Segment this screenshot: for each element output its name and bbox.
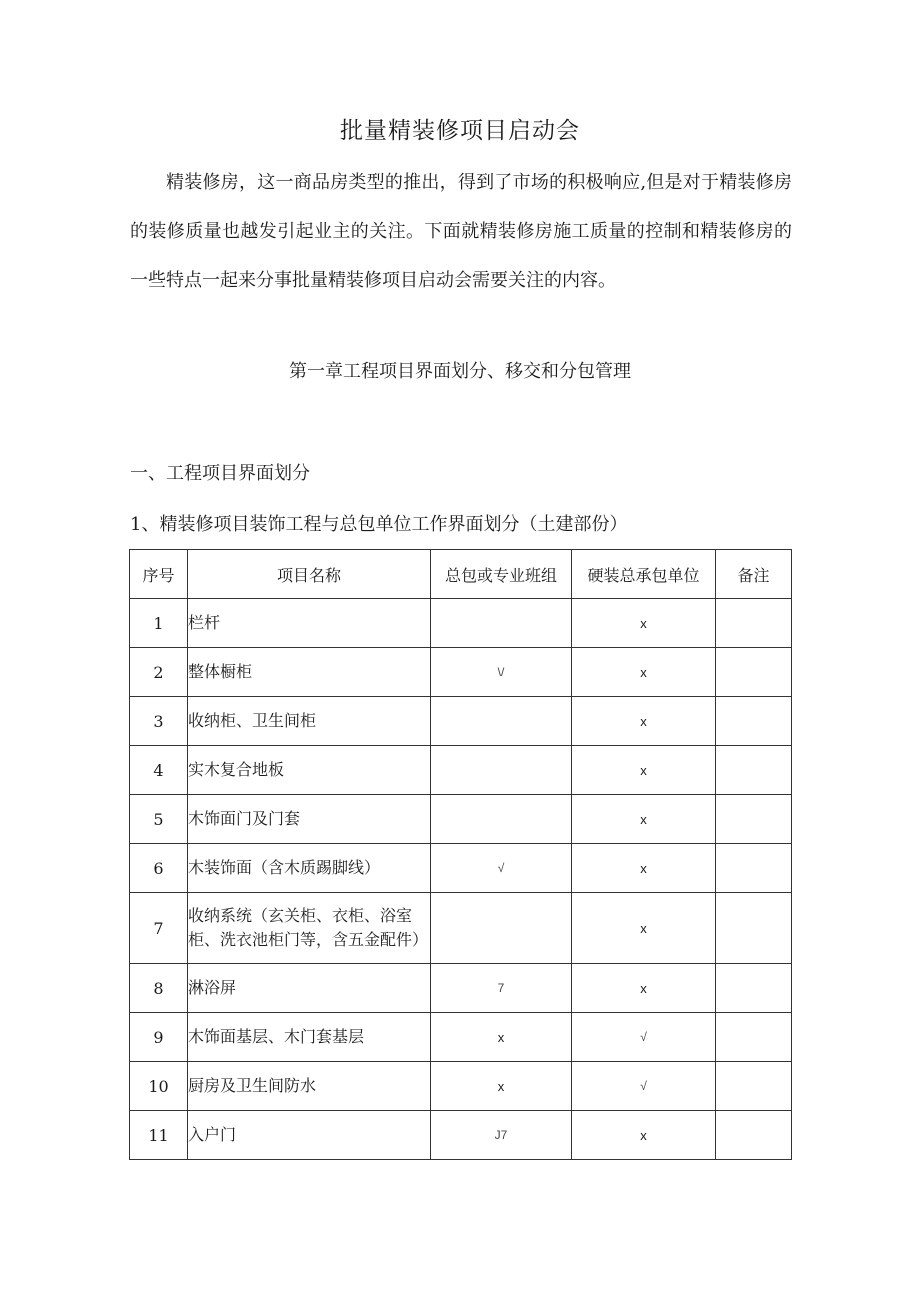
row-item-name: 淋浴屏 bbox=[188, 964, 431, 1013]
row-item-name: 收纳柜、卫生间柜 bbox=[188, 697, 431, 746]
intro-paragraph: 精装修房，这一商品房类型的推出，得到了市场的积极响应,但是对于精装修房的装修质量也越发引起业主的关注。下面就精装修房施工质量的控制和精装修房的一些特点一起来分事批量精装修项目启动会需要关注的内容。 bbox=[130, 172, 792, 291]
table-row bbox=[130, 1062, 792, 1111]
row-number: 4 bbox=[130, 746, 188, 795]
row-note bbox=[716, 599, 792, 648]
row-number: 1 bbox=[130, 599, 188, 648]
section-heading: 一、工程项目界面划分 bbox=[130, 463, 310, 484]
row-number: 5 bbox=[130, 795, 188, 844]
row-item-name: 收纳系统（玄关柜、衣柜、浴室柜、洗衣池柜门等，含五金配件） bbox=[188, 893, 431, 964]
table-row bbox=[130, 844, 792, 893]
row-number: 6 bbox=[130, 844, 188, 893]
row-general-mark bbox=[431, 746, 572, 795]
row-note bbox=[716, 1062, 792, 1111]
table-row bbox=[130, 599, 792, 648]
row-hard-mark: x bbox=[572, 844, 716, 893]
row-item-name: 入户门 bbox=[188, 1111, 431, 1160]
table-row bbox=[130, 648, 792, 697]
row-note bbox=[716, 964, 792, 1013]
row-general-mark: J7 bbox=[431, 1111, 572, 1160]
row-number: 7 bbox=[130, 893, 188, 964]
interface-division-table bbox=[129, 549, 792, 1160]
row-hard-mark: x bbox=[572, 746, 716, 795]
table-row bbox=[130, 964, 792, 1013]
row-note bbox=[716, 795, 792, 844]
header-serial-number: 序号 bbox=[130, 550, 188, 599]
row-hard-mark: x bbox=[572, 893, 716, 964]
row-hard-mark: x bbox=[572, 648, 716, 697]
row-number: 8 bbox=[130, 964, 188, 1013]
row-general-mark: √ bbox=[431, 844, 572, 893]
row-item-name: 栏杆 bbox=[188, 599, 431, 648]
table-row bbox=[130, 746, 792, 795]
row-general-mark: x bbox=[431, 1062, 572, 1111]
row-item-name: 实木复合地板 bbox=[188, 746, 431, 795]
row-general-mark: 7 bbox=[431, 964, 572, 1013]
header-remarks: 备注 bbox=[716, 550, 792, 599]
row-note bbox=[716, 648, 792, 697]
row-number: 10 bbox=[130, 1062, 188, 1111]
subsection-heading: 1、精装修项目装饰工程与总包单位工作界面划分（土建部份） bbox=[130, 514, 628, 535]
row-general-mark bbox=[431, 795, 572, 844]
row-item-name: 木饰面基层、木门套基层 bbox=[188, 1013, 431, 1062]
row-item-name: 木装饰面（含木质踢脚线） bbox=[188, 844, 431, 893]
header-hard-decoration-contractor: 硬装总承包单位 bbox=[572, 550, 716, 599]
row-hard-mark: √ bbox=[572, 1062, 716, 1111]
row-note bbox=[716, 746, 792, 795]
row-note bbox=[716, 1111, 792, 1160]
row-item-name: 厨房及卫生间防水 bbox=[188, 1062, 431, 1111]
chapter-heading: 第一章工程项目界面划分、移交和分包管理 bbox=[289, 361, 631, 382]
row-general-mark bbox=[431, 599, 572, 648]
row-note bbox=[716, 1013, 792, 1062]
header-general-contractor: 总包或专业班组 bbox=[431, 550, 572, 599]
table-row bbox=[130, 893, 792, 964]
table-row bbox=[130, 697, 792, 746]
row-number: 11 bbox=[130, 1111, 188, 1160]
row-number: 2 bbox=[130, 648, 188, 697]
row-hard-mark: √ bbox=[572, 1013, 716, 1062]
row-general-mark: x bbox=[431, 1013, 572, 1062]
row-hard-mark: x bbox=[572, 599, 716, 648]
row-number: 9 bbox=[130, 1013, 188, 1062]
row-item-name: 木饰面门及门套 bbox=[188, 795, 431, 844]
row-hard-mark: x bbox=[572, 795, 716, 844]
row-general-mark bbox=[431, 893, 572, 964]
row-hard-mark: x bbox=[572, 697, 716, 746]
table-row bbox=[130, 795, 792, 844]
page-title: 批量精装修项目启动会 bbox=[340, 118, 580, 144]
table-header-row bbox=[130, 550, 792, 599]
row-item-name: 整体橱柜 bbox=[188, 648, 431, 697]
row-hard-mark: x bbox=[572, 1111, 716, 1160]
row-general-mark: \/ bbox=[431, 648, 572, 697]
table-row bbox=[130, 1111, 792, 1160]
row-hard-mark: x bbox=[572, 964, 716, 1013]
row-note bbox=[716, 697, 792, 746]
row-note bbox=[716, 893, 792, 964]
row-note bbox=[716, 844, 792, 893]
header-item-name: 项目名称 bbox=[188, 550, 431, 599]
row-general-mark bbox=[431, 697, 572, 746]
table-row bbox=[130, 1013, 792, 1062]
row-number: 3 bbox=[130, 697, 188, 746]
